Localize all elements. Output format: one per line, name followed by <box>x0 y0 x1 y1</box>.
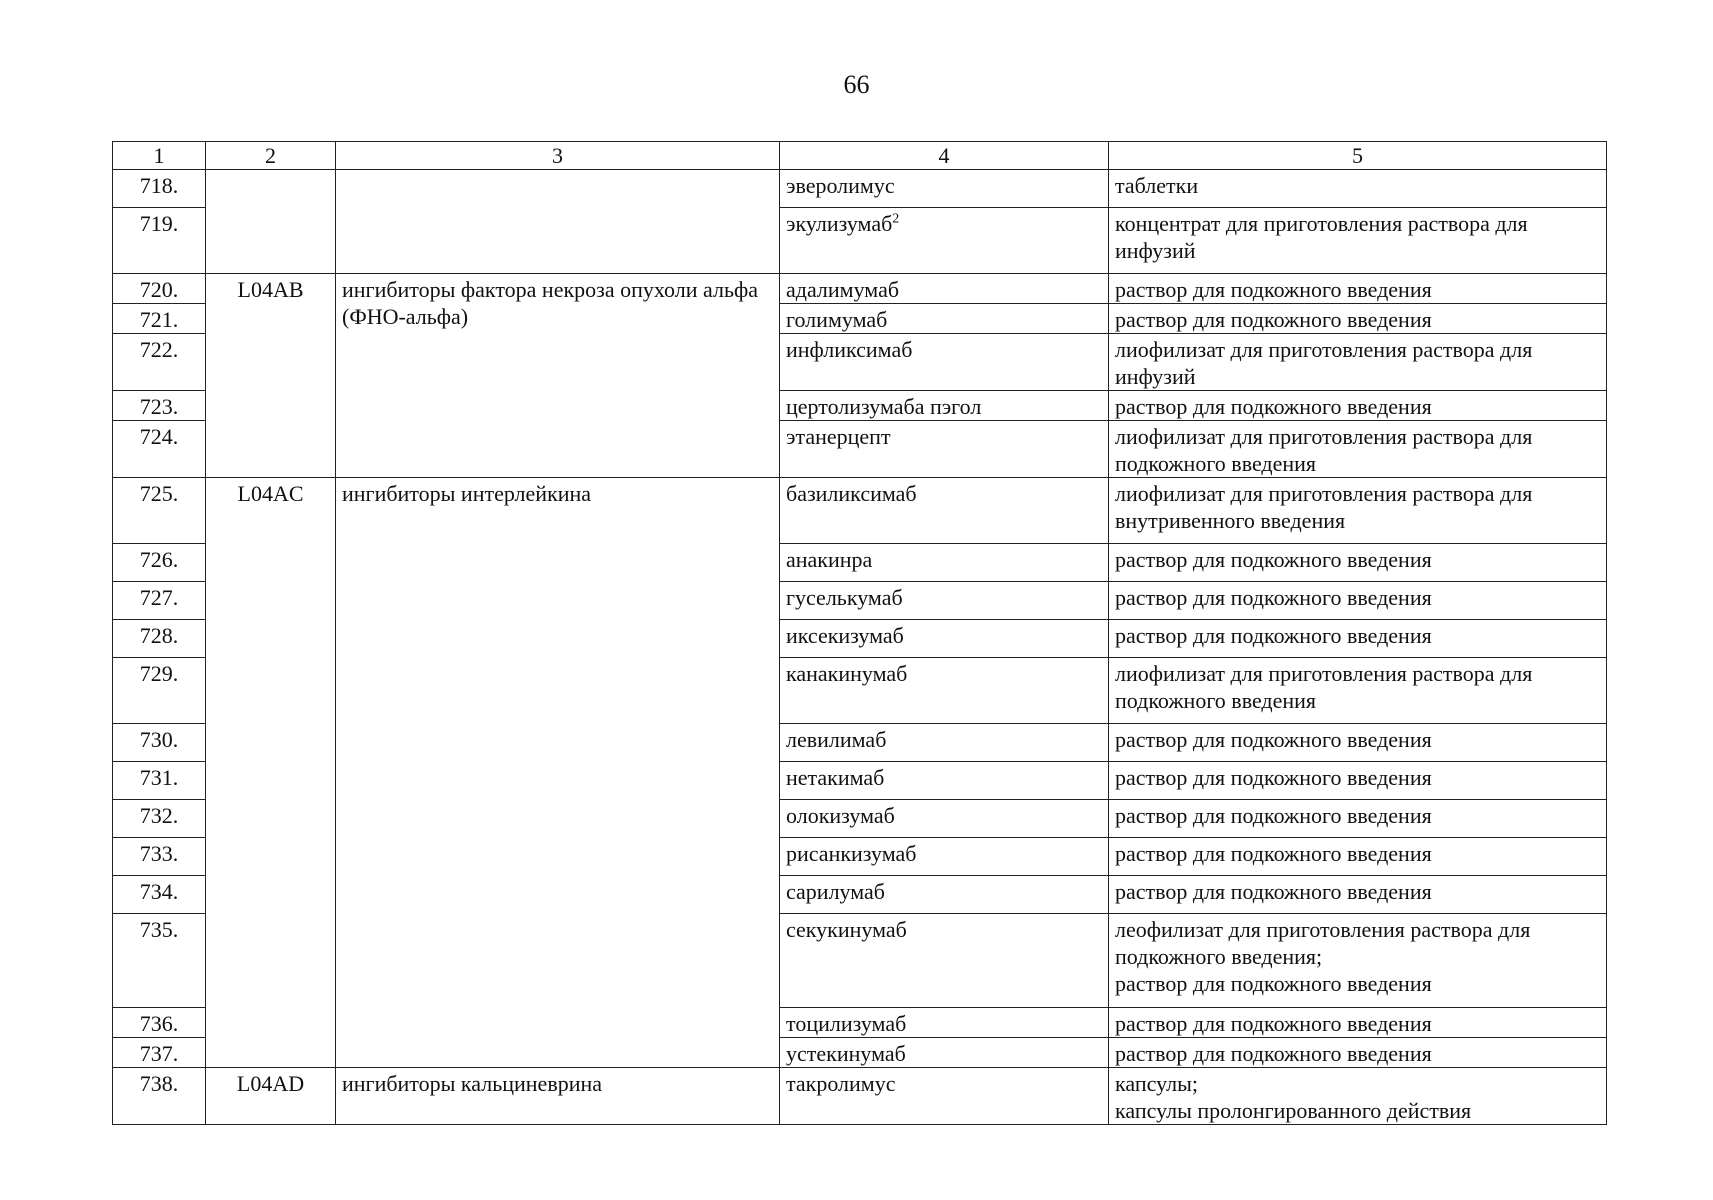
row-number: 723. <box>113 391 206 421</box>
dosage-form: раствор для подкожного введения <box>1109 838 1607 876</box>
row-number: 727. <box>113 582 206 620</box>
group-code: L04AC <box>206 478 336 1068</box>
drug-name: сарилумаб <box>780 876 1109 914</box>
page-number: 66 <box>843 70 870 99</box>
group-name: ингибиторы фактора некроза опухоли альфа (ФНО-альфа) <box>336 274 780 478</box>
row-number: 733. <box>113 838 206 876</box>
drug-name: цертолизумаба пэгол <box>780 391 1109 421</box>
dosage-form: раствор для подкожного введения <box>1109 620 1607 658</box>
dosage-form-alt: капсулы пролонгированного действия <box>1115 1098 1472 1123</box>
row-number: 724. <box>113 421 206 478</box>
drug-name: экулизумаб <box>786 211 893 236</box>
group-code <box>206 170 336 274</box>
header-col-5: 5 <box>1109 142 1607 170</box>
table-row <box>113 1068 1607 1125</box>
drug-name: гуселькумаб <box>780 582 1109 620</box>
dosage-form: раствор для подкожного введения <box>1109 304 1607 334</box>
row-number: 735. <box>113 914 206 1008</box>
row-number: 731. <box>113 762 206 800</box>
drug-name: эверолимус <box>780 170 1109 208</box>
dosage-form: раствор для подкожного введения <box>1109 582 1607 620</box>
dosage-form: раствор для подкожного введения <box>1109 800 1607 838</box>
drug-table <box>112 141 1607 1125</box>
row-number: 734. <box>113 876 206 914</box>
dosage-form: лиофилизат для приготовления раствора для инфузий <box>1109 334 1607 391</box>
drug-name: рисанкизумаб <box>780 838 1109 876</box>
drug-name: иксекизумаб <box>780 620 1109 658</box>
drug-name: канакинумаб <box>780 658 1109 724</box>
drug-name: адалимумаб <box>780 274 1109 304</box>
header-col-4: 4 <box>780 142 1109 170</box>
dosage-form: раствор для подкожного введения <box>1109 391 1607 421</box>
dosage-form: раствор для подкожного введения <box>1109 1008 1607 1038</box>
group-name: ингибиторы кальциневрина <box>336 1068 780 1125</box>
header-row <box>113 142 1607 170</box>
dosage-form: таблетки <box>1109 170 1607 208</box>
row-number: 728. <box>113 620 206 658</box>
row-number: 721. <box>113 304 206 334</box>
dosage-form: лиофилизат для приготовления раствора для подкожного введения <box>1109 658 1607 724</box>
drug-name: нетакимаб <box>780 762 1109 800</box>
header-col-1: 1 <box>113 142 206 170</box>
row-number: 736. <box>113 1008 206 1038</box>
dosage-form: лиофилизат для приготовления раствора для внутривенного введения <box>1109 478 1607 544</box>
row-number: 726. <box>113 544 206 582</box>
row-number: 738. <box>113 1068 206 1125</box>
row-number: 722. <box>113 334 206 391</box>
drug-name: тоцилизумаб <box>780 1008 1109 1038</box>
group-name <box>336 170 780 274</box>
drug-name-cell <box>780 208 1109 274</box>
drug-name: секукинумаб <box>780 914 1109 1008</box>
group-code: L04AD <box>206 1068 336 1125</box>
dosage-form: концентрат для приготовления раствора для инфузий <box>1109 208 1607 274</box>
drug-name: голимумаб <box>780 304 1109 334</box>
row-number: 720. <box>113 274 206 304</box>
table-row <box>113 274 1607 304</box>
footnote-mark: 2 <box>892 211 900 227</box>
table-row <box>113 478 1607 544</box>
dosage-form-alt: раствор для подкожного введения <box>1115 971 1432 996</box>
header-col-3: 3 <box>336 142 780 170</box>
dosage-form: капсулы; <box>1115 1071 1198 1096</box>
dosage-form-cell <box>1109 914 1607 1008</box>
table-row <box>113 170 1607 208</box>
dosage-form: леофилизат для приготовления раствора для подкожного введения; <box>1115 917 1531 969</box>
header-col-2: 2 <box>206 142 336 170</box>
drug-name: инфликсимаб <box>780 334 1109 391</box>
dosage-form: раствор для подкожного введения <box>1109 544 1607 582</box>
row-number: 718. <box>113 170 206 208</box>
dosage-form: лиофилизат для приготовления раствора для подкожного введения <box>1109 421 1607 478</box>
row-number: 730. <box>113 724 206 762</box>
drug-name: этанерцепт <box>780 421 1109 478</box>
dosage-form: раствор для подкожного введения <box>1109 762 1607 800</box>
row-number: 729. <box>113 658 206 724</box>
row-number: 725. <box>113 478 206 544</box>
drug-name: устекинумаб <box>780 1038 1109 1068</box>
row-number: 737. <box>113 1038 206 1068</box>
drug-name: олокизумаб <box>780 800 1109 838</box>
drug-name: левилимаб <box>780 724 1109 762</box>
dosage-form: раствор для подкожного введения <box>1109 724 1607 762</box>
row-number: 719. <box>113 208 206 274</box>
group-name: ингибиторы интерлейкина <box>336 478 780 1068</box>
drug-name: такролимус <box>780 1068 1109 1125</box>
dosage-form: раствор для подкожного введения <box>1109 876 1607 914</box>
drug-name: базиликсимаб <box>780 478 1109 544</box>
row-number: 732. <box>113 800 206 838</box>
dosage-form: раствор для подкожного введения <box>1109 1038 1607 1068</box>
drug-name: анакинра <box>780 544 1109 582</box>
dosage-form: раствор для подкожного введения <box>1109 274 1607 304</box>
group-code: L04AB <box>206 274 336 478</box>
dosage-form-cell <box>1109 1068 1607 1125</box>
